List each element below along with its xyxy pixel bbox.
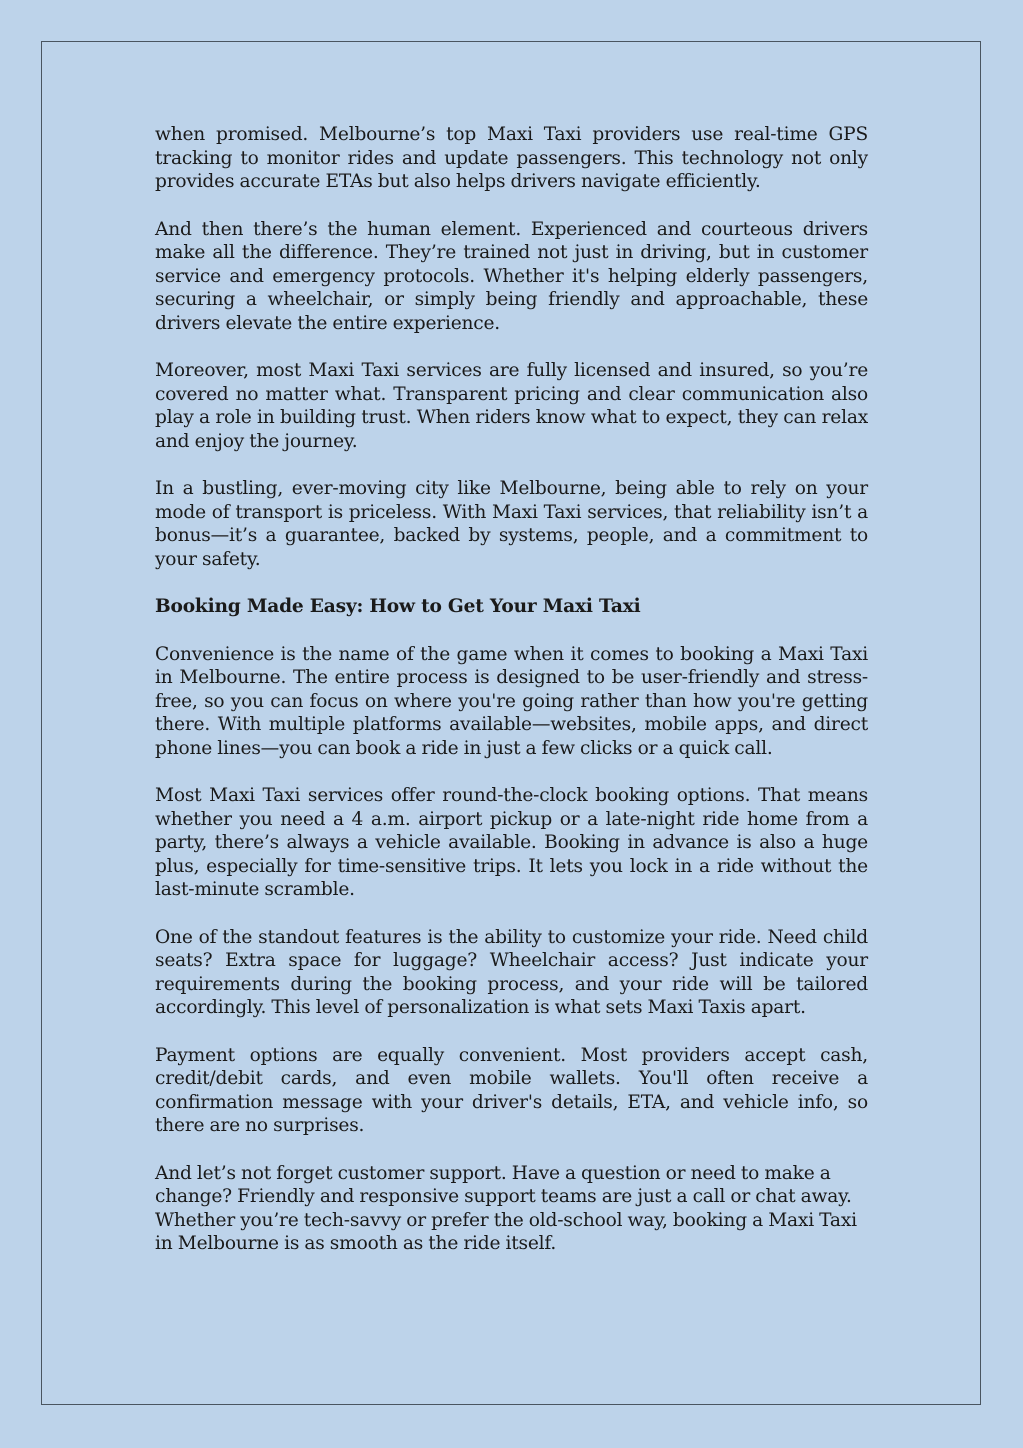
document-body	[155, 123, 868, 1280]
section-heading: Booking Made Easy: How to Get Your Maxi Taxi	[155, 596, 641, 617]
paragraph-licensed-insured: Moreover, most Maxi Taxi services are fully licensed and insured, so you’re covered no matter what. Transparent pricing and clear communication also play a role in building trust. When riders know what to expect, they can relax and enjoy the journey.	[155, 360, 868, 452]
paragraph-human-element: And then there’s the human element. Experienced and courteous drivers make all the difference. They’re trained not just in driving, but in customer service and emergency protocols. Whether it's helping elderly passengers, securing a wheelchair, or simply being friendly and approachable, these drivers elevate the entire experience.	[155, 218, 868, 334]
paragraph-payment: Payment options are equally convenient. Most providers accept cash, credit/debit cards, and even mobile wallets. You'll often receive a confirmation message with your driver's details, ETA, and vehicle info, so there are no surprises.	[155, 1044, 868, 1136]
paragraph-reliability: In a bustling, ever-moving city like Melbourne, being able to rely on your mode of transport is priceless. With Maxi Taxi services, that reliability isn’t a bonus—it’s a guarantee, backed by systems, people, and a commitment to your safety.	[155, 478, 868, 570]
paragraph-round-the-clock: Most Maxi Taxi services offer round-the-clock booking options. That means whether you need a 4 a.m. airport pickup or a late-night ride home from a party, there’s always a vehicle available. Booking in advance is also a huge plus, especially for time-sensitive trips. It lets you lock in a ride without the last-minute scramble.	[155, 785, 868, 900]
paragraph-gps-tracking: when promised. Melbourne’s top Maxi Taxi providers use real-time GPS tracking to monitor rides and update passengers. This technology not only provides accurate ETAs but also helps drivers navigate efficiently.	[155, 124, 868, 192]
paragraph-support: And let’s not forget customer support. Have a question or need to make a change? Friendly and responsive support teams are just a call or chat away. Whether you’re tech-savvy or prefer the old-school way, booking a Maxi Taxi in Melbourne is as smooth as the ride itself.	[155, 1162, 857, 1254]
paragraph-convenience: Convenience is the name of the game when it comes to booking a Maxi Taxi in Melbourne. The entire process is designed to be user-friendly and stress-free, so you can focus on where you're going rather than how you're getting there. With multiple platforms available—websites, mobile apps, and direct phone lines—you can book a ride in just a few clicks or a quick call.	[155, 643, 868, 759]
paragraph-customize: One of the standout features is the ability to customize your ride. Need child seats? Extra space for luggage? Wheelchair access? Just indicate your requirements during the booking process, and your ride will be tailored accordingly. This level of personalization is what sets Maxi Taxis apart.	[155, 926, 868, 1018]
